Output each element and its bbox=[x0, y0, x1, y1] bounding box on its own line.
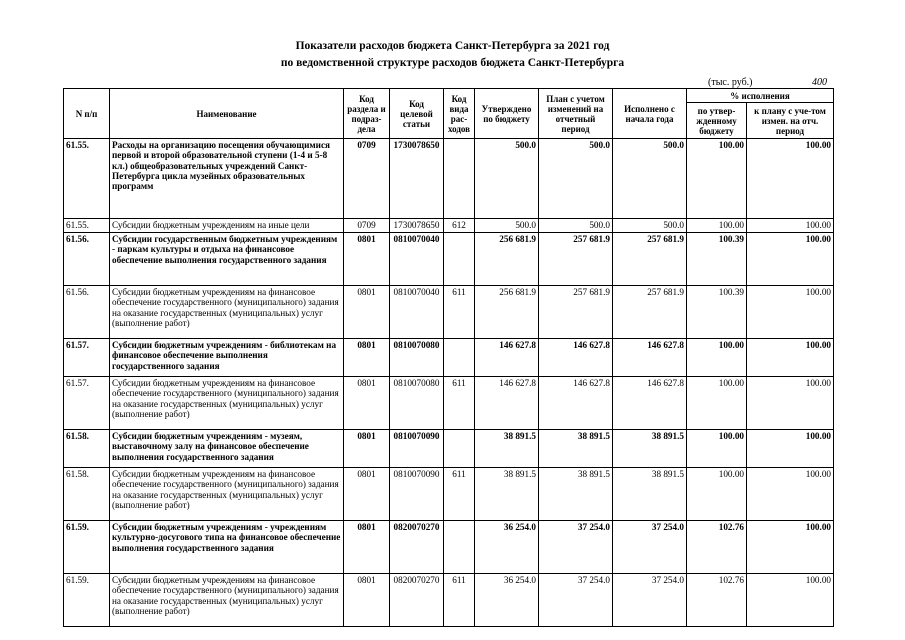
row-pct-plan: 100.00 bbox=[747, 377, 834, 430]
row-name: Субсидии бюджетным учреждениям - библиотекам на финансовое обеспечение выполнения государственного задания bbox=[110, 339, 344, 377]
row-pct-approved: 100.00 bbox=[687, 139, 747, 219]
row-name: Расходы на организацию посещения обучающимися первой и второй образовательной ступени (1-4 и 5-8 кл.) общеобразовательных учреждений Санкт-Петербурга цикла музейных образовательных программ bbox=[110, 139, 344, 219]
units-label: (тыс. руб.) bbox=[708, 77, 753, 88]
row-article-code: 0810070080 bbox=[390, 339, 444, 377]
row-executed: 500.0 bbox=[613, 139, 687, 219]
row-pct-approved: 100.39 bbox=[687, 286, 747, 339]
col-header-section-code: Код раздела и подраз-дела bbox=[344, 89, 390, 139]
row-approved: 36 254.0 bbox=[475, 521, 539, 574]
row-plan: 37 254.0 bbox=[539, 574, 613, 627]
row-name: Субсидии бюджетным учреждениям на иные цели bbox=[110, 219, 344, 233]
row-section-code: 0801 bbox=[344, 430, 390, 468]
col-header-num: N п/п bbox=[64, 89, 110, 139]
table-row bbox=[64, 377, 834, 430]
table-row bbox=[64, 468, 834, 521]
page-number: 400 bbox=[812, 77, 827, 88]
row-article-code: 1730078650 bbox=[390, 219, 444, 233]
row-pct-approved: 102.76 bbox=[687, 521, 747, 574]
row-pct-plan: 100.00 bbox=[747, 468, 834, 521]
row-num: 61.58. bbox=[64, 430, 110, 468]
row-num: 61.56. bbox=[64, 286, 110, 339]
col-header-pct-approved: по утвер-жденному бюджету bbox=[687, 103, 747, 139]
row-expense-type bbox=[444, 430, 475, 468]
row-approved: 146 627.8 bbox=[475, 339, 539, 377]
row-executed: 38 891.5 bbox=[613, 468, 687, 521]
row-num: 61.55. bbox=[64, 139, 110, 219]
row-name: Субсидии бюджетным учреждениям на финансовое обеспечение государственного (муниципального) задания на оказание государственных (муниципальных) услуг (выполнение работ) bbox=[110, 574, 344, 627]
row-name: Субсидии государственным бюджетным учреждениям - паркам культуры и отдыха на финансовое обеспечение выполнения государственного задания bbox=[110, 233, 344, 286]
row-article-code: 0810070090 bbox=[390, 468, 444, 521]
row-approved: 500.0 bbox=[475, 219, 539, 233]
row-approved: 256 681.9 bbox=[475, 286, 539, 339]
table-row bbox=[64, 233, 834, 286]
col-header-approved: Утверждено по бюджету bbox=[475, 89, 539, 139]
row-plan: 37 254.0 bbox=[539, 521, 613, 574]
row-plan: 146 627.8 bbox=[539, 377, 613, 430]
row-executed: 500.0 bbox=[613, 219, 687, 233]
row-num: 61.57. bbox=[64, 339, 110, 377]
col-header-pct-group: % исполнения bbox=[687, 89, 834, 103]
col-header-pct-plan: к плану с уче-том измен. на отч. период bbox=[747, 103, 834, 139]
row-article-code: 0810070040 bbox=[390, 286, 444, 339]
row-expense-type: 611 bbox=[444, 574, 475, 627]
row-executed: 37 254.0 bbox=[613, 521, 687, 574]
row-executed: 146 627.8 bbox=[613, 377, 687, 430]
col-header-plan: План с учетом изменений на отчетный период bbox=[539, 89, 613, 139]
expenses-table-body bbox=[64, 139, 834, 627]
row-approved: 500.0 bbox=[475, 139, 539, 219]
row-name: Субсидии бюджетным учреждениям - учреждениям культурно-досугового типа на финансовое обеспечение выполнения государственного задания bbox=[110, 521, 344, 574]
row-pct-approved: 100.00 bbox=[687, 430, 747, 468]
table-row bbox=[64, 219, 834, 233]
row-expense-type: 612 bbox=[444, 219, 475, 233]
row-num: 61.59. bbox=[64, 521, 110, 574]
row-article-code: 1730078650 bbox=[390, 139, 444, 219]
row-section-code: 0801 bbox=[344, 233, 390, 286]
row-section-code: 0801 bbox=[344, 521, 390, 574]
row-expense-type: 611 bbox=[444, 377, 475, 430]
row-executed: 37 254.0 bbox=[613, 574, 687, 627]
row-executed: 38 891.5 bbox=[613, 430, 687, 468]
row-expense-type bbox=[444, 139, 475, 219]
row-pct-approved: 102.76 bbox=[687, 574, 747, 627]
row-name: Субсидии бюджетным учреждениям на финансовое обеспечение государственного (муниципального) задания на оказание государственных (муниципальных) услуг (выполнение работ) bbox=[110, 468, 344, 521]
row-article-code: 0810070090 bbox=[390, 430, 444, 468]
row-plan: 500.0 bbox=[539, 219, 613, 233]
table-row bbox=[64, 430, 834, 468]
col-header-article-code: Код целевой статьи bbox=[390, 89, 444, 139]
row-pct-plan: 100.00 bbox=[747, 521, 834, 574]
row-pct-plan: 100.00 bbox=[747, 219, 834, 233]
row-expense-type: 611 bbox=[444, 286, 475, 339]
row-expense-type bbox=[444, 521, 475, 574]
row-num: 61.57. bbox=[64, 377, 110, 430]
row-pct-plan: 100.00 bbox=[747, 286, 834, 339]
row-pct-plan: 100.00 bbox=[747, 233, 834, 286]
row-pct-approved: 100.00 bbox=[687, 219, 747, 233]
row-article-code: 0820070270 bbox=[390, 574, 444, 627]
row-plan: 500.0 bbox=[539, 139, 613, 219]
row-approved: 256 681.9 bbox=[475, 233, 539, 286]
row-section-code: 0801 bbox=[344, 286, 390, 339]
row-article-code: 0810070040 bbox=[390, 233, 444, 286]
row-plan: 257 681.9 bbox=[539, 233, 613, 286]
report-title-line2: по ведомственной структуре расходов бюджета Санкт-Петербурга bbox=[280, 57, 625, 69]
table-row bbox=[64, 339, 834, 377]
row-name: Субсидии бюджетным учреждениям на финансовое обеспечение государственного (муниципального) задания на оказание государственных (муниципальных) услуг (выполнение работ) bbox=[110, 377, 344, 430]
row-num: 61.58. bbox=[64, 468, 110, 521]
col-header-executed: Исполнено с начала года bbox=[613, 89, 687, 139]
row-pct-approved: 100.00 bbox=[687, 339, 747, 377]
row-pct-approved: 100.39 bbox=[687, 233, 747, 286]
table-row bbox=[64, 286, 834, 339]
row-num: 61.56. bbox=[64, 233, 110, 286]
row-article-code: 0820070270 bbox=[390, 521, 444, 574]
row-section-code: 0709 bbox=[344, 139, 390, 219]
row-pct-plan: 100.00 bbox=[747, 574, 834, 627]
table-row bbox=[64, 574, 834, 627]
row-approved: 146 627.8 bbox=[475, 377, 539, 430]
row-pct-approved: 100.00 bbox=[687, 468, 747, 521]
row-expense-type bbox=[444, 233, 475, 286]
row-pct-approved: 100.00 bbox=[687, 377, 747, 430]
row-expense-type bbox=[444, 339, 475, 377]
row-pct-plan: 100.00 bbox=[747, 139, 834, 219]
row-executed: 257 681.9 bbox=[613, 233, 687, 286]
report-title-line1: Показатели расходов бюджета Санкт-Петербурга за 2021 год bbox=[295, 40, 610, 52]
row-approved: 38 891.5 bbox=[475, 468, 539, 521]
row-pct-plan: 100.00 bbox=[747, 339, 834, 377]
expenses-table bbox=[63, 88, 834, 627]
row-expense-type: 611 bbox=[444, 468, 475, 521]
row-section-code: 0801 bbox=[344, 377, 390, 430]
row-plan: 257 681.9 bbox=[539, 286, 613, 339]
row-plan: 38 891.5 bbox=[539, 430, 613, 468]
row-name: Субсидии бюджетным учреждениям на финансовое обеспечение государственного (муниципального) задания на оказание государственных (муниципальных) услуг (выполнение работ) bbox=[110, 286, 344, 339]
row-approved: 36 254.0 bbox=[475, 574, 539, 627]
row-section-code: 0801 bbox=[344, 468, 390, 521]
row-name: Субсидии бюджетным учреждениям - музеям, выставочному залу на финансовое обеспечение выполнения государственного задания bbox=[110, 430, 344, 468]
col-header-name: Наименование bbox=[110, 89, 344, 139]
row-section-code: 0709 bbox=[344, 219, 390, 233]
row-section-code: 0801 bbox=[344, 339, 390, 377]
row-pct-plan: 100.00 bbox=[747, 430, 834, 468]
table-row bbox=[64, 521, 834, 574]
row-plan: 146 627.8 bbox=[539, 339, 613, 377]
row-num: 61.59. bbox=[64, 574, 110, 627]
row-approved: 38 891.5 bbox=[475, 430, 539, 468]
row-article-code: 0810070080 bbox=[390, 377, 444, 430]
row-num: 61.55. bbox=[64, 219, 110, 233]
col-header-expense-type: Код вида рас-ходов bbox=[444, 89, 475, 139]
row-executed: 146 627.8 bbox=[613, 339, 687, 377]
row-plan: 38 891.5 bbox=[539, 468, 613, 521]
row-section-code: 0801 bbox=[344, 574, 390, 627]
row-executed: 257 681.9 bbox=[613, 286, 687, 339]
table-row bbox=[64, 139, 834, 219]
